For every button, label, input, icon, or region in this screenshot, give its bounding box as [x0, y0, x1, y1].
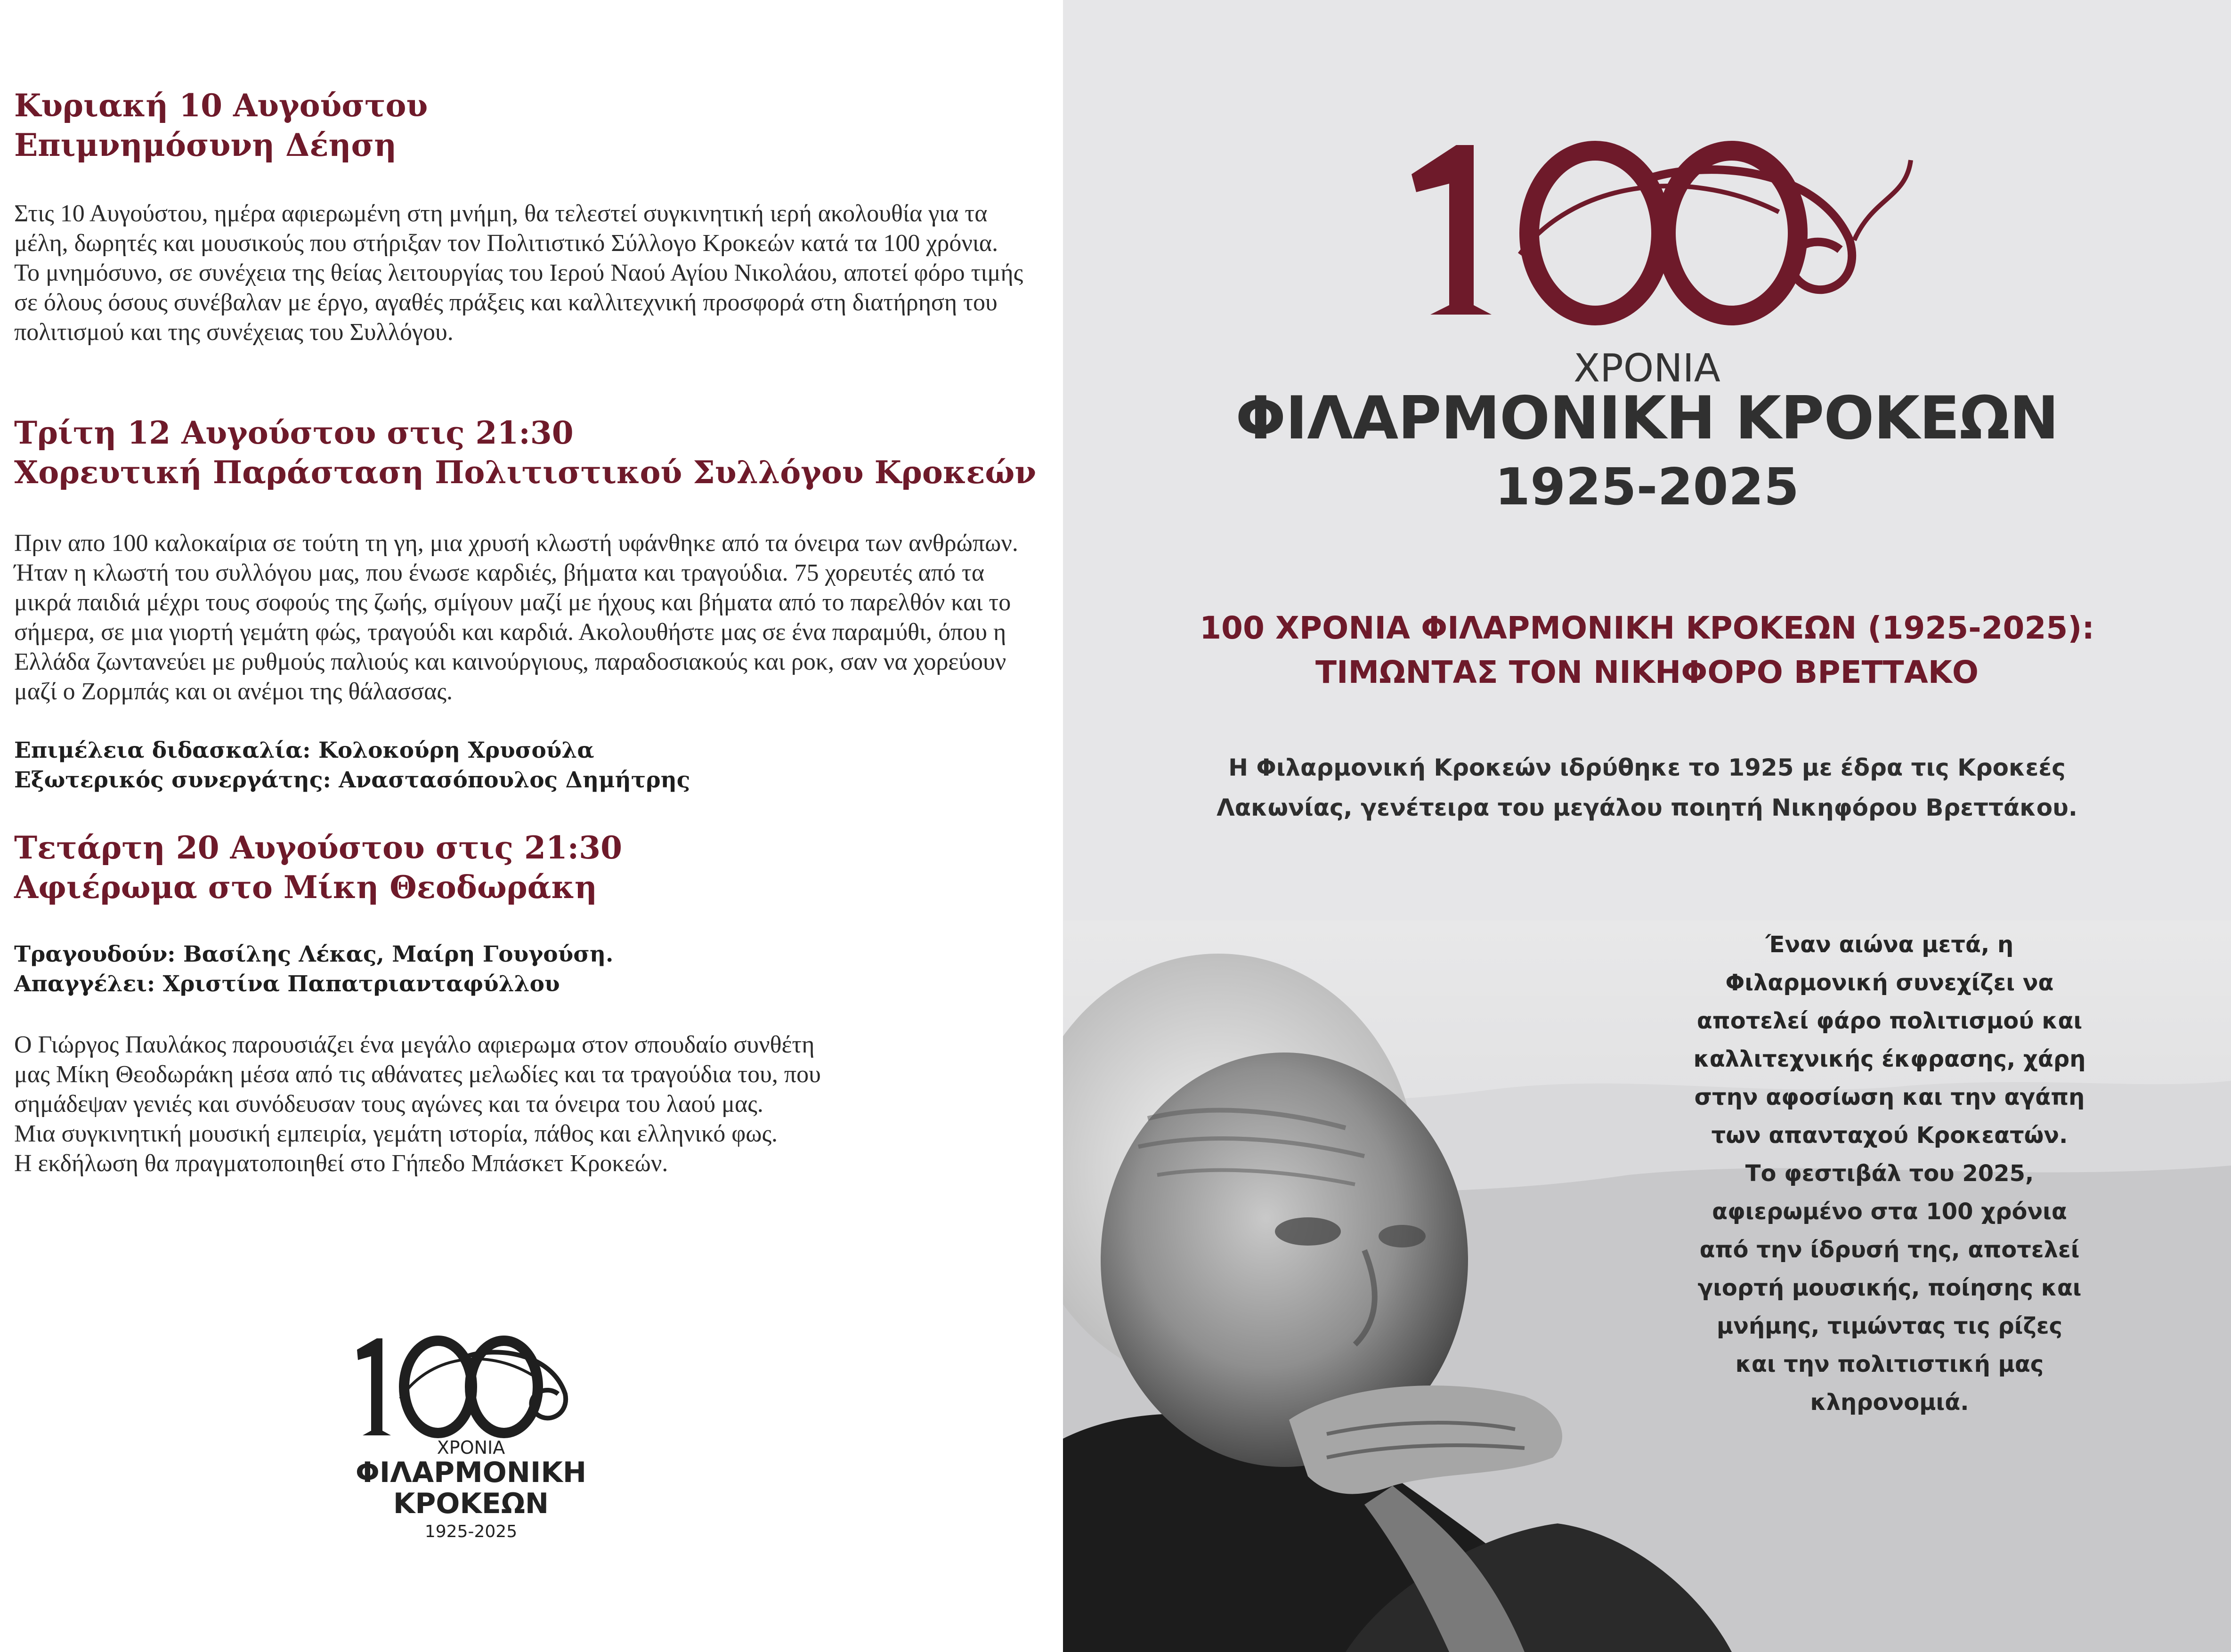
para-line: των απανταχού Κροκεατών.	[1711, 1122, 2068, 1149]
para-line: από την ίδρυσή της, αποτελεί	[1699, 1237, 2080, 1263]
small-logo-years: 1925-2025	[424, 1522, 518, 1541]
right-panel	[1063, 0, 2231, 1652]
intro-line-1: Η Φιλαρμονική Κροκεών ιδρύθηκε το 1925 με έδρα τις Κροκεές	[1228, 754, 2066, 781]
small-logo-name-1: ΦΙΛΑΡΜΟΝΙΚΗ	[355, 1456, 587, 1489]
para-line: αφιερωμένο στα 100 χρόνια	[1712, 1199, 2067, 1225]
small-100-logo-mark	[344, 1328, 598, 1450]
para-line: μνήμης, τιμώντας τις ρίζες	[1716, 1313, 2062, 1339]
heading-line-2: ΤΙΜΩΝΤΑΣ ΤΟΝ ΝΙΚΗΦΟΡΟ ΒΡΕΤΤΑΚΟ	[1315, 654, 1979, 690]
event3-line: Ο Γιώργος Παυλάκος παρουσιάζει ένα μεγάλο αφιερωμα στον σπουδαίο συνθέτη	[14, 1031, 815, 1058]
intro-line-2: Λακωνίας, γενέτειρα του μεγάλου ποιητή Νικηφόρου Βρεττάκου.	[1217, 794, 2077, 821]
event2-credit-teacher: Επιμέλεια διδασκαλία: Κολοκούρη Χρυσούλα	[14, 737, 594, 763]
event3-line: μας Μίκη Θεοδωράκη μέσα από τις αθάνατες μελωδίες και τα τραγούδια του, που	[14, 1061, 821, 1088]
event3-credit-narrator: Απαγγέλει: Χριστίνα Παπατριανταφύλλου	[14, 971, 560, 997]
event2-credit-partner: Εξωτερικός συνεργάτης: Αναστασόπουλος Δημήτρης	[14, 767, 690, 793]
event2-description: Πριν απο 100 καλοκαίρια σε τούτη τη γη, μια χρυσή κλωστή υφάνθηκε από τα όνειρα των ανθρώπων. Ήταν η κλωστή του συλλόγου μας, που ένωσε καρδιές, βήματα και τραγούδια. 75 χορευτές από τα μικρά παιδιά μέχρι τους σοφούς της ζωής, σμίγουν μαζί με ήχους και βήματα από το παρελθόν και το σήμερα, σε μια γιορτή γεμάτη φώς, τραγούδι και καρδιά. Ακολουθήστε μας σε ένα παραμύθι, όπου η Ελλάδα ζωντανεύει με ρυθμούς παλιούς και καινούργιους, παραδοσιακούς και ροκ, σαν να χορεύουν μαζί ο Ζορμπάς και οι ανέμοι της θάλασσας.	[14, 530, 1018, 705]
big-100-logo-mark	[1402, 132, 1920, 330]
event3-title	[14, 828, 622, 907]
heading-line-1: 100 ΧΡΟΝΙΑ ΦΙΛΑΡΜΟΝΙΚΗ ΚΡΟΚΕΩΝ (1925-2025):	[1200, 610, 2094, 646]
para-line: καλλιτεχνικής έκφρασης, χάρη	[1693, 1046, 2086, 1072]
small-logo-word: ΧΡΟΝΙΑ	[437, 1437, 505, 1458]
event3-credit-singers: Τραγουδούν: Βασίλης Λέκας, Μαίρη Γουγούση.	[14, 941, 614, 967]
event3-line: Μια συγκινητική μουσική εμπειρία, γεμάτη ιστορία, πάθος και ελληνικό φως.	[14, 1120, 778, 1147]
para-line: αποτελεί φάρο πολιτισμού και	[1696, 1008, 2083, 1034]
festival-paragraph	[1654, 926, 2125, 1422]
para-line: κληρονομιά.	[1810, 1389, 1969, 1416]
event2-title	[14, 413, 1036, 492]
event2-name: Χορευτική Παράσταση Πολιτιστικού Συλλόγου Κροκεών	[14, 454, 1037, 491]
event1-description: Στις 10 Αυγούστου, ημέρα αφιερωμένη στη μνήμη, θα τελεστεί συγκινητική ιερή ακολουθία για τα μέλη, δωρητές και μουσικούς που στήριξαν τον Πολιτιστικό Σύλλογο Κροκεών κατά τα 100 χρόνια. Το μνημόσυνο, σε συνέχεια της θείας λειτουργίας του Ιερού Ναού Αγίου Νικολάου, αποτεί φόρο τιμής σε όλους όσους συνέβαλαν με έργο, αγαθές πράξεις και καλλιτεχνική προσφορά στη διατήρηση του πολιτισμού και της συνέχειας του Συλλόγου.	[14, 200, 1023, 346]
para-line: στην αφοσίωση και την αγάπη	[1694, 1084, 2085, 1110]
logo-years: 1925-2025	[1495, 458, 1799, 517]
event1-title	[14, 86, 428, 165]
para-line: Το φεστιβάλ του 2025,	[1745, 1160, 2034, 1187]
event2-date: Τρίτη 12 Αυγούστου στις 21:30	[14, 414, 574, 451]
event3-date: Τετάρτη 20 Αυγούστου στις 21:30	[14, 829, 622, 866]
event3-line: σημάδεψαν γενιές και συνόδευσαν τους αγώνες και τα όνειρα του λαού μας.	[14, 1091, 763, 1118]
small-anniversary-logo	[330, 1328, 612, 1563]
left-panel	[0, 0, 1063, 1652]
event1-date: Κυριακή 10 Αυγούστου	[14, 87, 428, 124]
para-line: Έναν αιώνα μετά, η	[1765, 931, 2014, 958]
event3-name: Αφιέρωμα στο Μίκη Θεοδωράκη	[14, 869, 597, 906]
para-line: γιορτή μουσικής, ποίησης και	[1697, 1275, 2082, 1301]
logo-word: ΧΡΟΝΙΑ	[1574, 346, 1720, 391]
event1-name: Επιμνημόσυνη Δέηση	[14, 127, 397, 163]
para-line: Φιλαρμονική συνεχίζει να	[1725, 970, 2054, 996]
intro-text	[1063, 748, 2231, 828]
logo-name: ΦΙΛΑΡΜΟΝΙΚΗ ΚΡΟΚΕΩΝ	[1235, 383, 2059, 453]
event3-line: Η εκδήλωση θα πραγματοποιηθεί στο Γήπεδο Μπάσκετ Κροκεών.	[14, 1150, 668, 1177]
small-logo-name-2: ΚΡΟΚΕΩΝ	[393, 1487, 549, 1520]
main-heading	[1063, 606, 2231, 695]
para-line: και την πολιτιστική μας	[1735, 1351, 2044, 1377]
